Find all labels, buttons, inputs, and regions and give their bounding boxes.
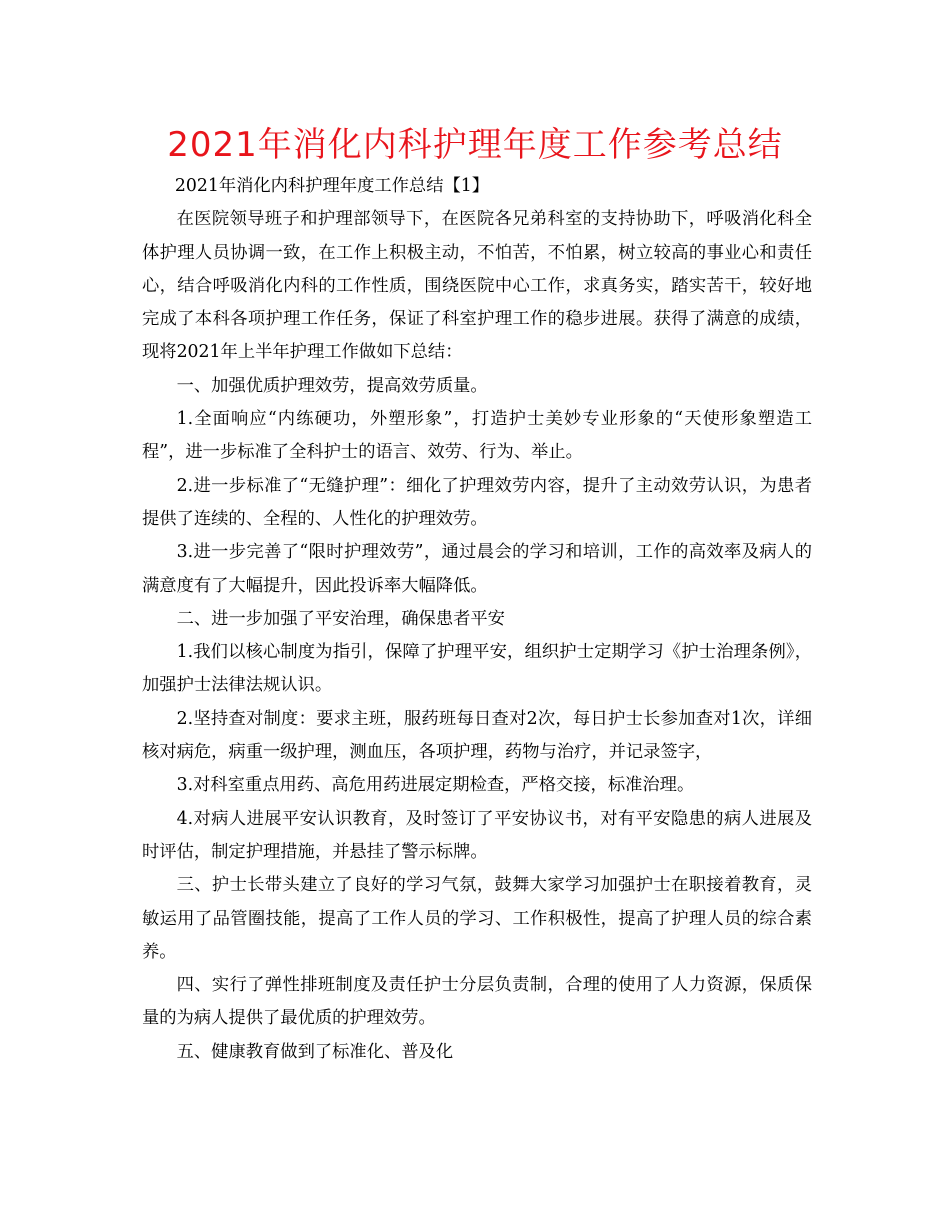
paragraph-item: 1.我们以核心制度为指引，保障了护理平安，组织护士定期学习《护士治理条例》，加强护士法律法规认识。: [142, 642, 812, 696]
paragraph-item: 3.对科室重点用药、高危用药进展定期检查，严格交接，标准治理。: [176, 775, 695, 796]
section-heading-5: 五、健康教育做到了标准化、普及化: [176, 1041, 454, 1062]
document-body: [142, 170, 812, 1069]
intro-paragraph: 在医院领导班子和护理部领导下，在医院各兄弟科室的支持协助下，呼吸消化科全体护理人员协调一致，在工作上积极主动，不怕苦，不怕累，树立较高的事业心和责任心，结合呼吸消化内科的工作性质，围绕医院中心工作，求真务实，踏实苦干，较好地完成了本科各项护理工作任务，保证了科室护理工作的稳步进展。获得了满意的成绩，现将2021年上半年护理工作做如下总结：: [142, 209, 812, 363]
paragraph-item: 1.全面响应“内练硬功，外塑形象”，打造护士美妙专业形象的“天使形象塑造工程”，进一步标准了全科护士的语言、效劳、行为、举止。: [142, 409, 812, 463]
paragraph-item: 2.坚持查对制度：要求主班，服药班每日查对2次，每日护士长参加查对1次，详细核对病危，病重一级护理，测血压，各项护理，药物与治疗，并记录签字，: [142, 708, 812, 763]
section-subtitle: 2021年消化内科护理年度工作总结【1】: [174, 176, 490, 196]
paragraph-item: 4.对病人进展平安认识教育，及时签订了平安协议书，对有平安隐患的病人进展及时评估，制定护理措施，并悬挂了警示标牌。: [142, 808, 812, 862]
paragraph-item: 3.进一步完善了“限时护理效劳”，通过晨会的学习和培训，工作的高效率及病人的满意度有了大幅提升，因此投诉率大幅降低。: [142, 542, 812, 596]
paragraph-item: 2.进一步标准了“无缝护理”：细化了护理效劳内容，提升了主动效劳认识，为患者提供了连续的、全程的、人性化的护理效劳。: [142, 475, 812, 529]
section-paragraph-4: 四、实行了弹性排班制度及责任护士分层负责制，合理的使用了人力资源，保质保量的为病人提供了最优质的护理效劳。: [142, 975, 812, 1029]
document-title: 2021年消化内科护理年度工作参考总结: [167, 125, 783, 165]
section-heading-1: 一、加强优质护理效劳，提高效劳质量。: [176, 375, 488, 396]
section-heading-2: 二、进一步加强了平安治理，确保患者平安: [176, 608, 505, 629]
section-paragraph-3: 三、护士长带头建立了良好的学习气氛，鼓舞大家学习加强护士在职接着教育，灵敏运用了品管圈技能，提高了工作人员的学习、工作积极性，提高了护理人员的综合素养。: [142, 875, 812, 962]
